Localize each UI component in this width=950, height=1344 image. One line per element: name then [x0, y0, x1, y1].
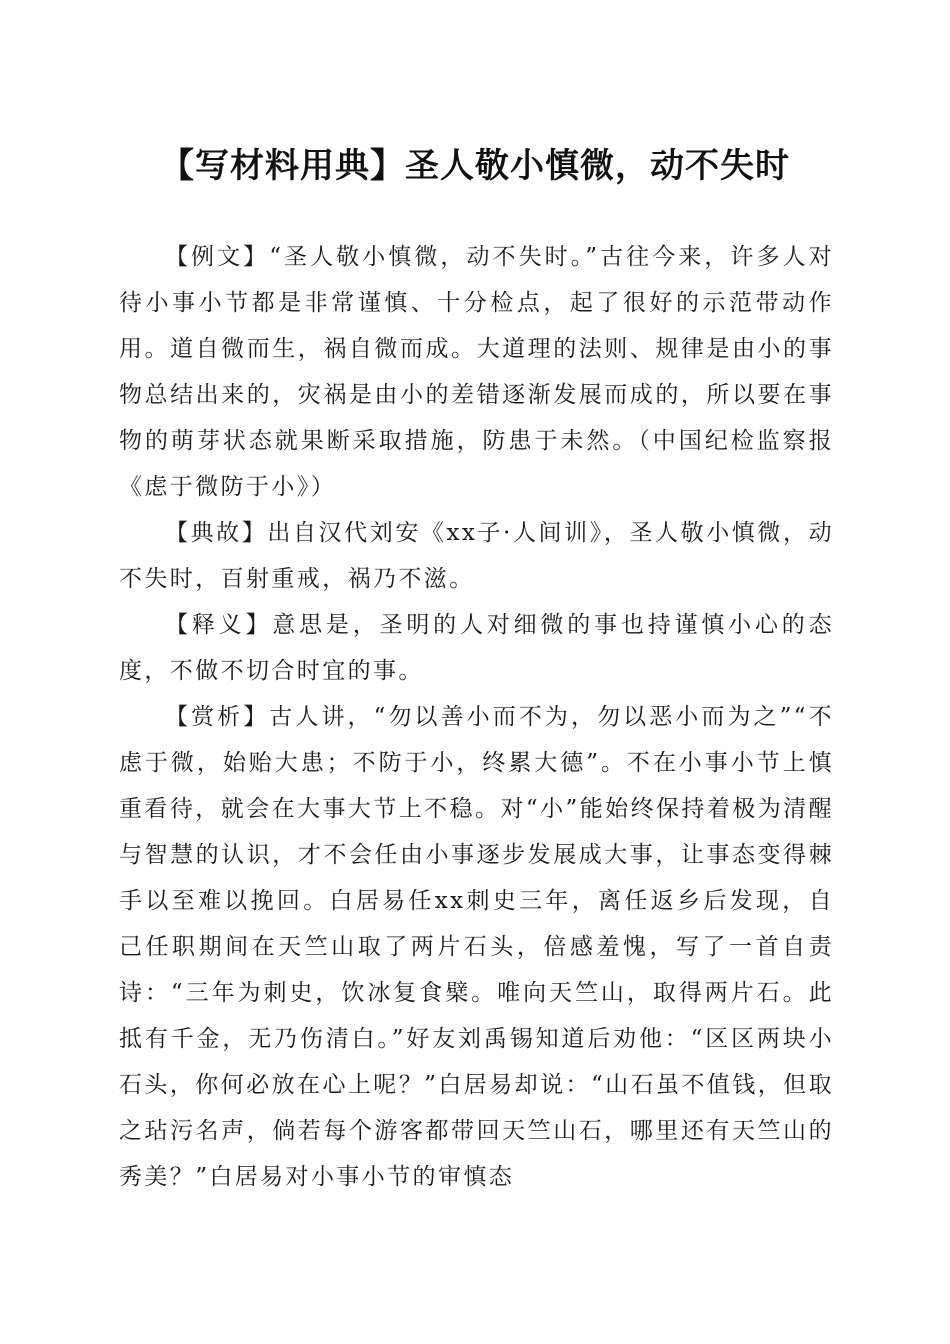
paragraph-example: 【例文】“圣人敬小慎微，动不失时。”古往今来，许多人对待小事小节都是非常谨慎、十分检点，起了很好的示范带动作用。道自微而生，祸自微而成。大道理的法则、规律是由小的事物总结出来的，灾祸是由小的差错逐渐发展而成的，所以要在事物的萌芽状态就果断采取措施，防患于未然。（中国纪检监察报《虑于微防于小》） — [119, 244, 834, 500]
document-title: 【写材料用典】圣人敬小慎微，动不失时 — [160, 146, 790, 186]
document-body — [119, 234, 834, 1200]
paragraph-allusion: 【典故】出自汉代刘安《xx子·人间训》，圣人敬小慎微，动不失时，百射重戒，祸乃不滋。 — [119, 520, 834, 592]
paragraph-interpretation: 【释义】意思是，圣明的人对细微的事也持谨慎小心的态度，不做不切合时宜的事。 — [119, 612, 834, 684]
paragraph-appreciation: 【赏析】古人讲，“勿以善小而不为，勿以恶小而为之”“不虑于微，始贻大患；不防于小，终累大德”。不在小事小节上慎重看待，就会在大事大节上不稳。对“小”能始终保持着极为清醒与智慧的认识，才不会任由小事逐步发展成大事，让事态变得棘手以至难以挽回。白居易任xx刺史三年，离任返乡后发现，自己任职期间在天竺山取了两片石头，倍感羞愧，写了一首自责诗：“三年为刺史，饮冰复食檗。唯向天竺山，取得两片石。此抵有千金，无乃伤清白。”好友刘禹锡知道后劝他：“区区两块小石头，你何必放在心上呢？”白居易却说：“山石虽不值钱，但取之玷污名声，倘若每个游客都带回天竺山石，哪里还有天竺山的秀美？”白居易对小事小节的审慎态 — [119, 704, 834, 1190]
